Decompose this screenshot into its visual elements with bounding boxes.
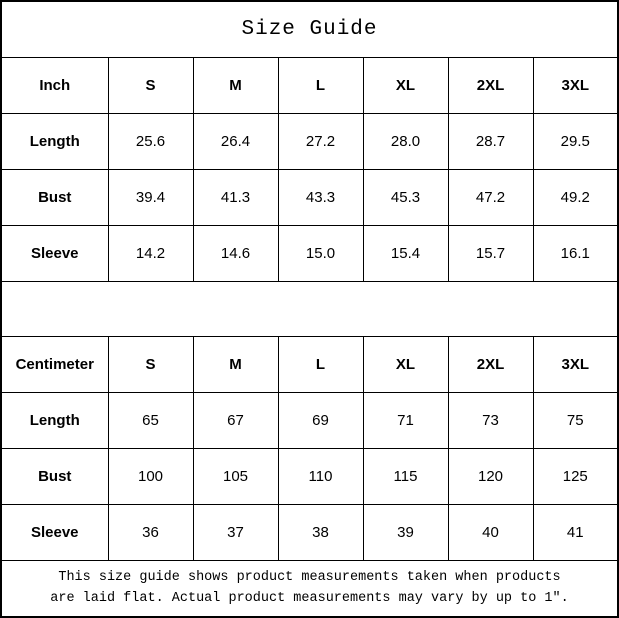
cm-length-row [1,393,618,449]
measurement-value: 39 [363,505,448,561]
row-label: Sleeve [1,226,108,282]
cm-unit-label: Centimeter [1,337,108,393]
size-col-header-xl: XL [363,337,448,393]
measurement-value: 28.0 [363,114,448,170]
measurement-value: 125 [533,449,618,505]
measurement-value: 14.2 [108,226,193,282]
inch-length-row [1,114,618,170]
measurement-value: 14.6 [193,226,278,282]
measurement-value: 49.2 [533,170,618,226]
measurement-value: 105 [193,449,278,505]
spacer-row [1,282,618,337]
cm-sleeve-row [1,505,618,561]
size-col-header-2xl: 2XL [448,58,533,114]
measurement-value: 43.3 [278,170,363,226]
inch-sleeve-row [1,226,618,282]
footnote-line-1: This size guide shows product measurements taken when products [58,569,561,585]
measurement-value: 45.3 [363,170,448,226]
size-col-header-m: M [193,337,278,393]
inch-unit-label: Inch [1,58,108,114]
measurement-value: 15.7 [448,226,533,282]
size-col-header-2xl: 2XL [448,337,533,393]
footnote [1,561,618,618]
title-row [1,1,618,58]
measurement-value: 27.2 [278,114,363,170]
size-col-header-s: S [108,337,193,393]
measurement-value: 29.5 [533,114,618,170]
measurement-value: 100 [108,449,193,505]
measurement-value: 26.4 [193,114,278,170]
measurement-value: 120 [448,449,533,505]
size-col-header-l: L [278,58,363,114]
measurement-value: 75 [533,393,618,449]
cm-bust-row [1,449,618,505]
row-label: Length [1,393,108,449]
footnote-row [1,561,618,618]
page-title: Size Guide [1,1,618,58]
measurement-value: 69 [278,393,363,449]
measurement-value: 40 [448,505,533,561]
measurement-value: 47.2 [448,170,533,226]
measurement-value: 110 [278,449,363,505]
measurement-value: 15.0 [278,226,363,282]
size-col-header-s: S [108,58,193,114]
size-col-header-3xl: 3XL [533,337,618,393]
size-col-header-m: M [193,58,278,114]
measurement-value: 16.1 [533,226,618,282]
footnote-line-2: are laid flat. Actual product measurements may vary by up to 1″. [50,590,569,606]
row-label: Bust [1,449,108,505]
measurement-value: 65 [108,393,193,449]
measurement-value: 15.4 [363,226,448,282]
measurement-value: 115 [363,449,448,505]
size-col-header-xl: XL [363,58,448,114]
measurement-value: 38 [278,505,363,561]
measurement-value: 39.4 [108,170,193,226]
cm-header-row [1,337,618,393]
measurement-value: 41 [533,505,618,561]
spacer-cell [1,282,618,337]
measurement-value: 36 [108,505,193,561]
inch-bust-row [1,170,618,226]
measurement-value: 37 [193,505,278,561]
size-col-header-3xl: 3XL [533,58,618,114]
inch-header-row [1,58,618,114]
row-label: Length [1,114,108,170]
measurement-value: 41.3 [193,170,278,226]
measurement-value: 73 [448,393,533,449]
row-label: Sleeve [1,505,108,561]
measurement-value: 67 [193,393,278,449]
measurement-value: 28.7 [448,114,533,170]
measurement-value: 71 [363,393,448,449]
row-label: Bust [1,170,108,226]
measurement-value: 25.6 [108,114,193,170]
size-col-header-l: L [278,337,363,393]
